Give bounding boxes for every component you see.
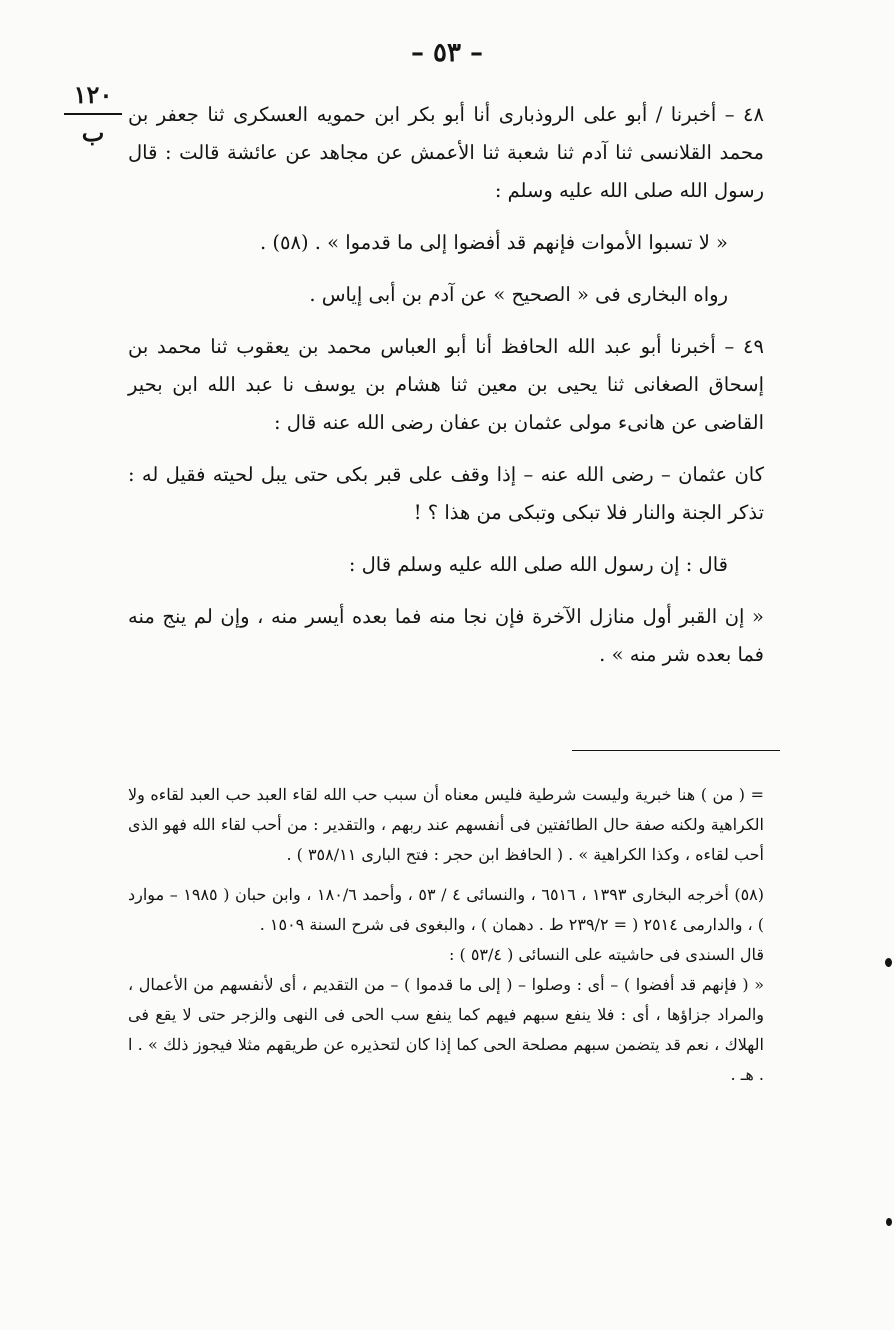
footnote-continuation: = ( من ) هنا خبرية وليست شرطية فليس معناه أن سبب حب الله لقاء العبد حب العبد لقاءه ولا الكراهية ولكنه صفة حال الطائفتين فى أنفسهم عند ربهم ، والتقدير : من أحب لقاء الله فهو الذى أحب لقاءه ، وكذا الكراهية » . ( الحافظ ابن حجر : فتح البارى ٣٥٨/١١ ) . bbox=[128, 785, 764, 864]
page-number: – ٥٣ – bbox=[410, 38, 484, 68]
hadith-49-qala: قال : إن رسول الله صلى الله عليه وسلم قال : bbox=[348, 553, 728, 576]
manuscript-folio-note bbox=[58, 80, 128, 148]
footnotes bbox=[128, 780, 764, 1090]
hadith-48-takhrij: رواه البخارى فى « الصحيح » عن آدم بن أبى إياس . bbox=[309, 283, 728, 306]
hadith-49-story: كان عثمان – رضى الله عنه – إذا وقف على قبر بكى حتى يبل لحيته فقيل له : تذكر الجنة والنار فلا تبكى وتبكى من هذا ؟ ! bbox=[128, 463, 764, 524]
main-text bbox=[128, 96, 764, 674]
hadith-49-isnad: ٤٩ – أخبرنا أبو عبد الله الحافظ أنا أبو العباس محمد بن يعقوب ثنا محمد بن إسحاق الصغانى ثنا يحيى بن معين ثنا هشام بن يوسف نا عبد الله ابن بحير القاضى عن هانىء مولى عثمان بن عفان رضى الله عنه قال : bbox=[128, 335, 764, 434]
footnote-58: (٥٨) أخرجه البخارى ١٣٩٣ ، ٦٥١٦ ، والنسائى ٤ / ٥٣ ، وأحمد ١٨٠/٦ ، وابن حبان ( ١٩٨٥ – موارد ) ، والدارمى ٢٥١٤ ( = ٢٣٩/٢ ط . دهمان ) ، والبغوى فى شرح السنة ١٥٠٩ . bbox=[128, 885, 765, 934]
folio-number: ١٢٠ bbox=[73, 80, 113, 109]
hadith-48-isnad: ٤٨ – أخبرنا / أبو على الروذبارى أنا أبو بكر ابن حمويه العسكرى ثنا جعفر بن محمد القلانسى ثنا آدم ثنا شعبة ثنا الأعمش عن مجاهد عن عائشة قالت : قال رسول الله صلى الله عليه وسلم : bbox=[128, 103, 764, 202]
footnote-separator bbox=[572, 750, 780, 751]
scan-speck bbox=[886, 1218, 892, 1226]
hadith-49-matn: « إن القبر أول منازل الآخرة فإن نجا منه فما بعده أيسر منه ، وإن لم ينج منه فما بعده شر منه » . bbox=[128, 605, 764, 666]
sindi-text: « ( فإنهم قد أفضوا ) – أى : وصلوا – ( إلى ما قدموا ) – من التقديم ، أى لأنفسهم من الأعمال ، والمراد جزاؤها ، أى : فلا ينفع سبهم فيهم كما ينفع سب الحى فى النهى والزجر حتى لا يقع فى الهلاك ، نعم قد يتضمن سبهم مصلحة الحى كما إذا كان لتحذيره عن طريقهم مثلا فيجوز ذلك » . ا . هـ . bbox=[128, 975, 765, 1084]
hadith-48-matn: « لا تسبوا الأموات فإنهم قد أفضوا إلى ما قدموا » . (٥٨) . bbox=[259, 231, 728, 254]
sindi-intro: قال السندى فى حاشيته على النسائى ( ٥٣/٤ ) : bbox=[449, 945, 764, 964]
folio-divider bbox=[64, 113, 122, 115]
folio-side: ب bbox=[81, 118, 105, 147]
scan-speck bbox=[885, 958, 892, 967]
